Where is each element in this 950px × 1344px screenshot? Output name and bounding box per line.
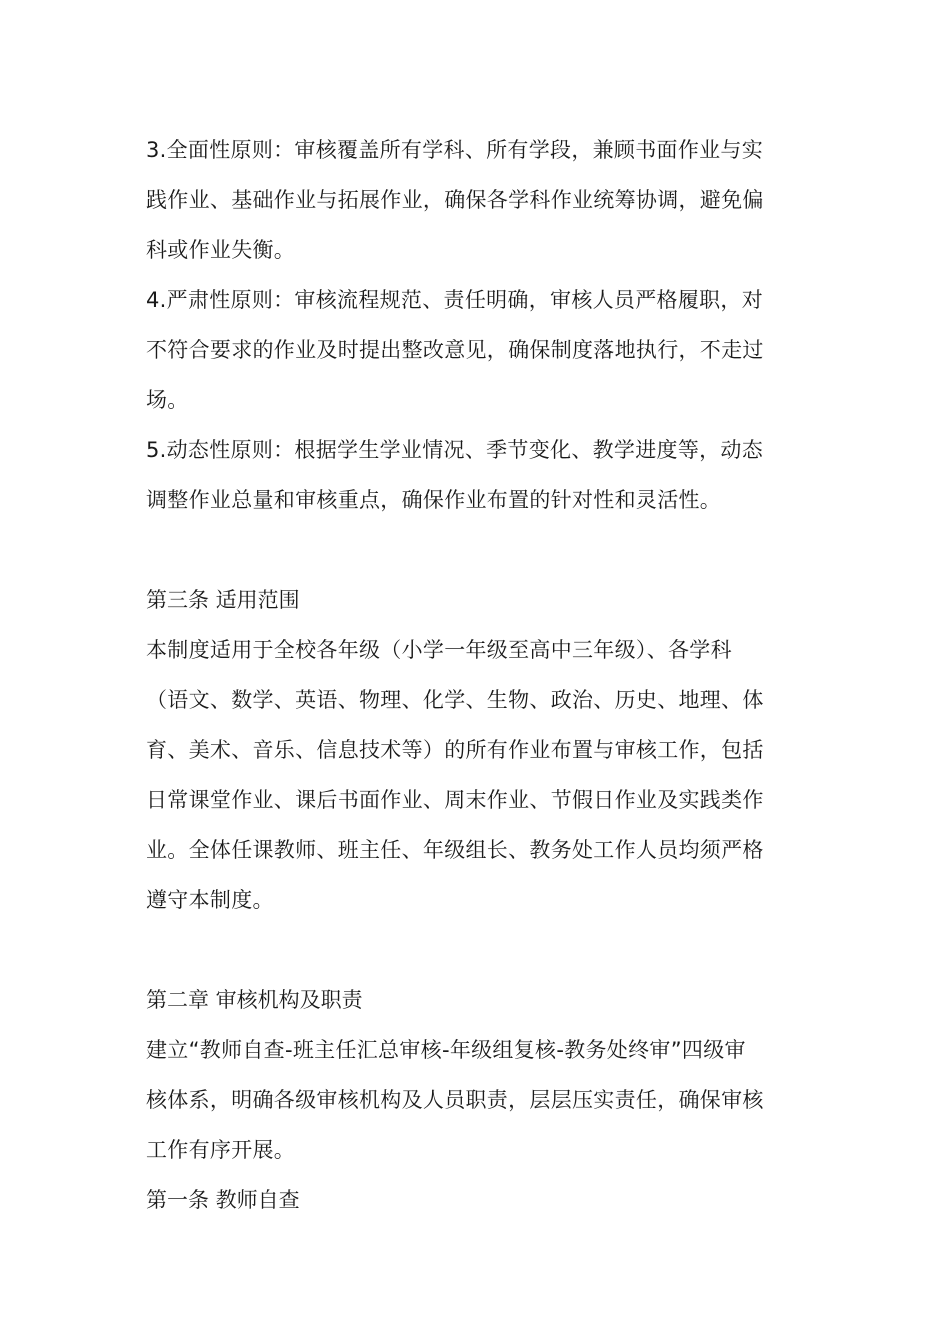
text-line: 工作有序开展。 — [146, 1138, 296, 1162]
text-line: （语文、数学、英语、物理、化学、生物、政治、历史、地理、体 — [146, 688, 764, 712]
text-line: 调整作业总量和审核重点，确保作业布置的针对性和灵活性。 — [146, 488, 722, 512]
principle-5-paragraph — [146, 425, 806, 525]
article-1-heading: 第一条 教师自查 — [146, 1188, 300, 1212]
chapter-2-heading: 第二章 审核机构及职责 — [146, 988, 363, 1012]
text-line: 科或作业失衡。 — [146, 238, 296, 262]
paragraph-gap — [146, 925, 806, 975]
text-line: 场。 — [146, 388, 189, 412]
text-line: 建立“教师自查-班主任汇总审核-年级组复核-教务处终审”四级审 — [146, 1038, 746, 1062]
text-line: 遵守本制度。 — [146, 888, 274, 912]
text-line: 5.动态性原则：根据学生学业情况、季节变化、教学进度等，动态 — [146, 438, 764, 462]
text-line: 日常课堂作业、课后书面作业、周末作业、节假日作业及实践类作 — [146, 788, 764, 812]
text-line: 核体系，明确各级审核机构及人员职责，层层压实责任，确保审核 — [146, 1088, 764, 1112]
text-line: 育、美术、音乐、信息技术等）的所有作业布置与审核工作，包括 — [146, 738, 764, 762]
text-line: 3.全面性原则：审核覆盖所有学科、所有学段，兼顾书面作业与实 — [146, 138, 764, 162]
principle-4-paragraph — [146, 275, 806, 425]
principle-3-paragraph — [146, 125, 806, 275]
document-page — [146, 125, 806, 1225]
chapter-2-paragraph — [146, 1025, 806, 1175]
paragraph-gap — [146, 525, 806, 575]
article-3-paragraph — [146, 625, 806, 925]
text-line: 不符合要求的作业及时提出整改意见，确保制度落地执行，不走过 — [146, 338, 764, 362]
text-line: 4.严肃性原则：审核流程规范、责任明确，审核人员严格履职，对 — [146, 288, 764, 312]
article-3-heading: 第三条 适用范围 — [146, 588, 300, 612]
text-line: 本制度适用于全校各年级（小学一年级至高中三年级）、各学科 — [146, 638, 732, 662]
text-line: 践作业、基础作业与拓展作业，确保各学科作业统筹协调，避免偏 — [146, 188, 764, 212]
text-line: 业。全体任课教师、班主任、年级组长、教务处工作人员均须严格 — [146, 838, 764, 862]
